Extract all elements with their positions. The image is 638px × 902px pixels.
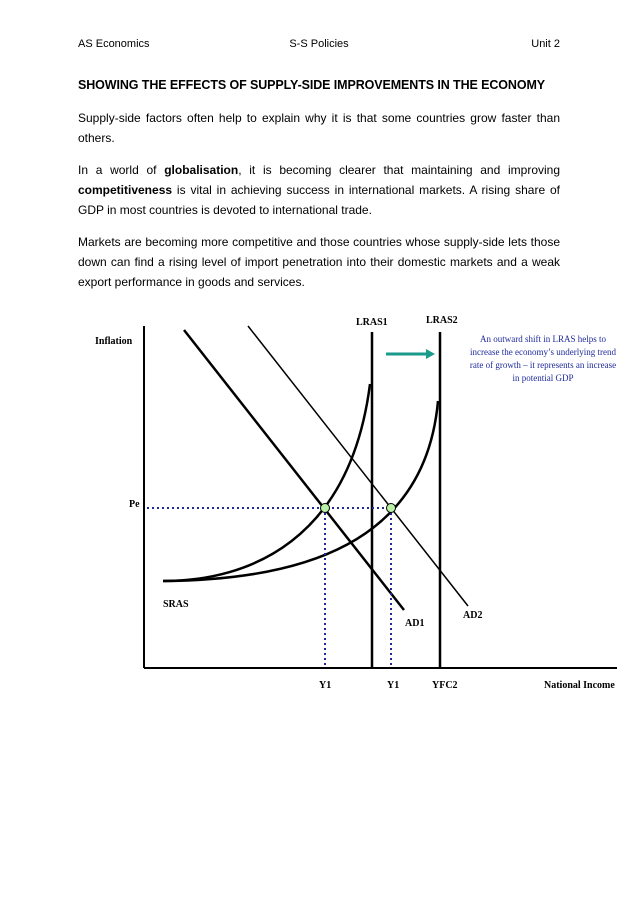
- sras-label: SRAS: [163, 599, 189, 610]
- svg-text:in potential GDP: in potential GDP: [512, 373, 574, 383]
- term-globalisation: globalisation: [164, 163, 239, 177]
- header-unit: Unit 2: [531, 38, 560, 50]
- document-title: SHOWING THE EFFECTS OF SUPPLY-SIDE IMPROVEMENTS IN THE ECONOMY: [78, 78, 545, 92]
- sras2-curve: [163, 401, 438, 581]
- ad1-label: AD1: [405, 618, 425, 629]
- svg-text:An outward shift in LRAS helps: An outward shift in LRAS helps to: [480, 334, 606, 344]
- y1a-label: Y1: [319, 680, 332, 691]
- ad2-label: AD2: [463, 610, 483, 621]
- x-axis-label: National Income: [544, 680, 615, 691]
- equilibrium-point-2: [387, 504, 396, 513]
- shift-arrow-icon: [426, 349, 435, 359]
- lras1-label: LRAS1: [356, 317, 388, 328]
- ad2-curve: [248, 326, 468, 606]
- lras2-label: LRAS2: [426, 315, 458, 326]
- term-competitiveness: competitiveness: [78, 183, 173, 197]
- pe-label: Pe: [129, 499, 140, 510]
- annotation-text: [470, 334, 617, 383]
- paragraph-1: Supply-side factors often help to explain why it is that some countries grow faster than others.: [78, 111, 560, 145]
- paragraph-2: In a world of globalisation, it is becoming clearer that maintaining and improving competitiveness is vital in achieving success in international markets. A rising share of GDP in most countries is devoted to international trade.: [78, 163, 561, 217]
- svg-text:increase the economy’s underly: increase the economy’s underlying trend: [470, 347, 616, 357]
- header-topic: S-S Policies: [289, 38, 349, 50]
- sras1-curve: [163, 384, 370, 581]
- y1b-label: Y1: [387, 680, 400, 691]
- svg-text:rate of growth – it represents: rate of growth – it represents an increase: [469, 360, 617, 370]
- header-course: AS Economics: [78, 38, 150, 50]
- y-axis-label: Inflation: [95, 336, 133, 347]
- paragraph-3: Markets are becoming more competitive and those countries whose supply-side lets those down can find a rising level of import penetration into their domestic markets and a weak export performance in goods and services.: [78, 235, 560, 289]
- equilibrium-point-1: [321, 504, 330, 513]
- yfc2-label: YFC2: [432, 680, 458, 691]
